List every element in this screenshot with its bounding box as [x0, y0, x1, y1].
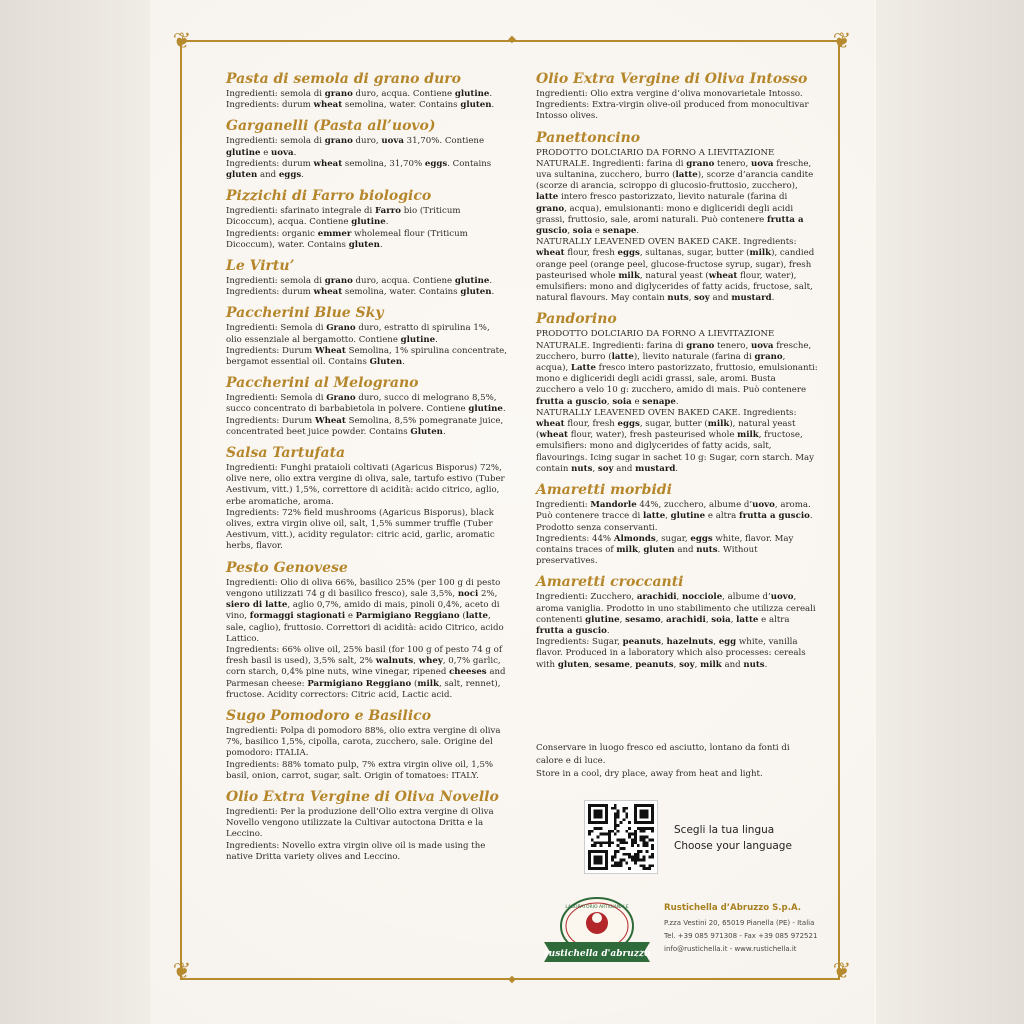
ingredients-text: Ingredients: 72% field mushrooms (Agaricus Bisporus), black olives, extra virgin olive oil, salt, 1,5% summer truffle (Tuber Aestivum, vitt.), acidity regulator: citric acid, garlic, aromatic herbs, flavor.: [226, 507, 495, 552]
qr-code[interactable]: [584, 800, 658, 874]
product-section: [536, 310, 818, 475]
storage-instructions: [536, 742, 816, 781]
product-title: Sugo Pomodoro e Basilico: [226, 707, 432, 724]
ingredients-text: Ingredienti: Funghi prataioli coltivati (Agaricus Bisporus) 72%, olive nere, olio extra vergine di oliva, sale, tartufo estivo (Tuber Aestivum, vitt.) 1,5%, correttore di acidità: acido citrico, aglio, erbe aromatiche, aroma.: [226, 463, 505, 507]
company-contact: info@rustichella.it - www.rustichella.it: [664, 945, 797, 953]
product-section: [226, 788, 508, 863]
ingredients-text: Ingredienti: Semola di Grano duro, estratto di spirulina 1%, olio essenziale al bergamotto. Contiene glutine.: [226, 323, 490, 345]
product-section: [536, 70, 818, 123]
ingredients-text: Ingredienti: Olio extra vergine d’oliva monovarietale Intosso.: [536, 89, 803, 99]
ingredients-text: Ingredients: durum wheat semolina, water. Contains gluten.: [226, 100, 495, 111]
ingredients-text: Ingredienti: Semola di Grano duro, succo di melograno 8,5%, succo concentrato di barbabietola in polvere. Contiene glutine.: [226, 393, 506, 415]
ingredients-text: Ingredienti: sfarinato integrale di Farro bio (Triticum Dicoccum), acqua. Contiene glutine.: [226, 206, 461, 228]
ingredients-text: Ingredienti: Olio di oliva 66%, basilico 25% (per 100 g di pesto vengono utilizzati 74 g di basilico fresco), sale 3,5%, noci 2%, siero di latte, aglio 0,7%, amido di mais, pinoli 0,4%, aceto di vino, formaggi stagionati e Parmigiano Reggiano (latte, sale, caglio), fruttosio. Correttori di acidità: acido Citrico, acido Lattico.: [226, 577, 504, 644]
product-section: [226, 707, 508, 782]
ingredients-text: Ingredienti: semola di grano duro, acqua. Contiene glutine.: [226, 276, 493, 287]
ingredients-text: PRODOTTO DOLCIARIO DA FORNO A LIEVITAZIONE NATURALE. Ingredienti: farina di grano tenero, uova fresche, uva sultanina, zucchero, burro (latte), scorze d’arancia candite (scorze di arancia, sciroppo di glucosio-fruttosio, zucchero), latte intero fresco pastorizzato, lievito naturale (farina di grano, acqua), emulsionanti: mono e digliceridi degli acidi grassi, fruttosio, sale, aromi naturali. Può contenere frutta a guscio, soia e senape.: [536, 147, 814, 237]
product-title: Pizzichi di Farro biologico: [226, 188, 432, 205]
product-section: [226, 187, 508, 251]
ingredients-text: Ingredienti: Mandorle 44%, zucchero, albume d’uovo, aroma. Può contenere tracce di latte, glutine e altra frutta a guscio. Prodotto senza conservanti.: [536, 500, 813, 533]
ingredients-text: Ingredients: 66% olive oil, 25% basil (for 100 g of pesto 74 g of fresh basil is used), 3,5% salt, 2% walnuts, whey, 0,7% garlic, corn starch, 0,4% pine nuts, wine vinegar, ripened cheeses and Parmesan cheese: Parmigiano Reggiano (milk, salt, rennet), fructose. Acidity correctors: Citric acid, Lactic acid.: [226, 644, 506, 700]
product-section: [226, 444, 508, 553]
ingredients-text: NATURALLY LEAVENED OVEN BAKED CAKE. Ingredients: wheat flour, fresh eggs, sugar, butter (milk), natural yeast (wheat flour, water), fresh pasteurised whole milk, fructose, emulsifiers: mono and diglycerides of fatty acids, salt, flavourings. Icing sugar in sachet 10 g: Sugar, corn starch. May contain nuts, soy and mustard.: [536, 407, 814, 474]
ingredients-text: Ingredienti: Per la produzione dell’Olio extra vergine di Oliva Novello vengono utilizzate la Cultivar autoctona Dritta e la Leccino.: [226, 806, 494, 840]
ingredients-text: Ingredienti: Polpa di pomodoro 88%, olio extra vergine di oliva 7%, basilico 1,5%, cipolla, carota, zucchero, sale. Origine del pomodoro: ITALIA.: [226, 725, 501, 759]
ingredients-text: Ingredients: Durum Wheat Semolina, 1% spirulina concentrate, bergamot essential oil. Contains Gluten.: [226, 345, 507, 368]
language-text-it: Scegli la tua lingua: [674, 824, 775, 836]
company-info: [664, 903, 834, 956]
ingredients-text: Ingredients: Durum Wheat Semolina, 8,5% pomegranate juice, concentrated beet juice powder. Contains Gluten.: [226, 415, 504, 437]
company-address: P.zza Vestini 20, 65019 Pianella (PE) - Italia: [664, 919, 815, 927]
product-section: [536, 129, 818, 305]
product-section: [226, 304, 508, 368]
decorative-background-right: [874, 0, 1024, 1024]
ingredients-text: NATURALLY LEAVENED OVEN BAKED CAKE. Ingredients: wheat flour, fresh eggs, sultanas, sugar, butter (milk), candied orange peel (orange peel, glucose-fructose syrup, sugar), fresh pasteurised whole milk, natural yeast (wheat flour, water), emulsifiers: mono and diglycerides of fatty acids, fructose, salt, natural flavours. May contain nuts, soy and mustard.: [536, 237, 815, 304]
product-title: Paccherini al Melograno: [226, 375, 419, 392]
language-selector-label: [674, 822, 792, 854]
product-section: [226, 70, 508, 111]
qr-code-icon: [585, 801, 657, 873]
product-title: Olio Extra Vergine di Oliva Intosso: [536, 71, 808, 87]
ornament-icon: ◆: [508, 974, 516, 985]
right-column: [536, 70, 818, 677]
ingredients-text: Ingredients: Extra-virgin olive-oil produced from monocultivar Intosso olives.: [536, 100, 809, 122]
corner-ornament-icon: ❦: [832, 29, 852, 54]
product-section: [536, 481, 818, 567]
ingredients-text: Ingredients: Sugar, peanuts, hazelnuts, egg white, vanilla flavor. Produced in a laboratory which also processes: cereals with gluten, sesame, peanuts, soy, milk and nuts.: [536, 637, 806, 670]
product-title: Pesto Genovese: [226, 559, 348, 576]
product-title: Amaretti croccanti: [536, 574, 684, 591]
storage-text-it: Conservare in luogo fresco ed asciutto, lontano da fonti di calore e di luce.: [536, 743, 790, 766]
rustichella-logo: [538, 896, 656, 966]
ingredients-text: Ingredienti: Zucchero, arachidi, nocciole, albume d’uovo, aroma vaniglia. Prodotto in uno stabilimento che utilizza cereali contenenti glutine, sesamo, arachidi, soia, latte e altra frutta a guscio.: [536, 592, 816, 636]
product-section: [226, 117, 508, 181]
product-title: Pasta di semola di grano duro: [226, 71, 461, 87]
ingredients-text: Ingredients: 88% tomato pulp, 7% extra virgin olive oil, 1,5% basil, onion, carrot, sugar, salt. Origin of tomatoes: ITALY.: [226, 759, 494, 781]
company-phone: Tel. +39 085 971308 - Fax +39 085 972521: [664, 932, 818, 940]
product-title: Amaretti morbidi: [536, 482, 672, 499]
company-name: Rustichella d’Abruzzo S.p.A.: [664, 903, 802, 913]
product-title: Olio Extra Vergine di Oliva Novello: [226, 788, 499, 805]
logo-top-text: LABORATORIO ARTIGIANALE: [565, 905, 629, 910]
product-title: Garganelli (Pasta all’uovo): [226, 118, 436, 135]
logo-banner-text: rustichella d'abruzzo: [543, 949, 651, 959]
corner-ornament-icon: ❦: [172, 959, 192, 984]
ingredients-text: PRODOTTO DOLCIARIO DA FORNO A LIEVITAZIONE NATURALE. Ingredienti: farina di grano tenero, uova fresche, zucchero, burro (latte), lievito naturale (farina di grano, acqua), Latte fresco intero pastorizzato, fruttosio, emulsionanti: mono e digliceridi degli acidi grassi, sale, aromi. Busta zucchero a velo 10 g: zucchero, amido di mais. Può contenere frutta a guscio, soia e senape.: [536, 329, 818, 407]
ornament-icon: ◆: [508, 34, 516, 45]
product-title: Paccherini Blue Sky: [226, 305, 384, 322]
product-section: [226, 257, 508, 298]
ingredients-text: Ingredients: durum wheat semolina, water. Contains gluten.: [226, 287, 495, 298]
decorative-background-left: [0, 0, 150, 1024]
corner-ornament-icon: ❦: [172, 29, 192, 54]
product-title: Panettoncino: [536, 129, 641, 146]
product-title: Salsa Tartufata: [226, 445, 346, 462]
ingredients-text: Ingredients: durum wheat semolina, 31,70% eggs. Contains gluten and eggs.: [226, 158, 492, 181]
product-section: [536, 573, 818, 670]
product-section: [226, 559, 508, 701]
product-title: Pandorino: [536, 311, 617, 328]
ingredients-text: Ingredients: 44% Almonds, sugar, eggs white, flavor. May contains traces of milk, gluten and nuts. Without preservatives.: [536, 533, 794, 567]
language-text-en: Choose your language: [674, 840, 792, 852]
corner-ornament-icon: ❦: [832, 959, 852, 984]
ingredients-text: Ingredienti: semola di grano duro, uova 31,70%. Contiene glutine e uova.: [226, 136, 485, 158]
ingredients-text: Ingredienti: semola di grano duro, acqua. Contiene glutine.: [226, 89, 493, 99]
product-section: [226, 374, 508, 438]
product-title: Le Virtu’: [226, 258, 295, 275]
ingredients-text: Ingredients: Novello extra virgin olive oil is made using the native Dritta variety olives and Leccino.: [226, 840, 486, 862]
storage-text-en: Store in a cool, dry place, away from heat and light.: [536, 769, 763, 779]
ingredients-text: Ingredients: organic emmer wholemeal flour (Triticum Dicoccum), water. Contains gluten.: [226, 228, 468, 250]
left-column: [226, 70, 508, 869]
